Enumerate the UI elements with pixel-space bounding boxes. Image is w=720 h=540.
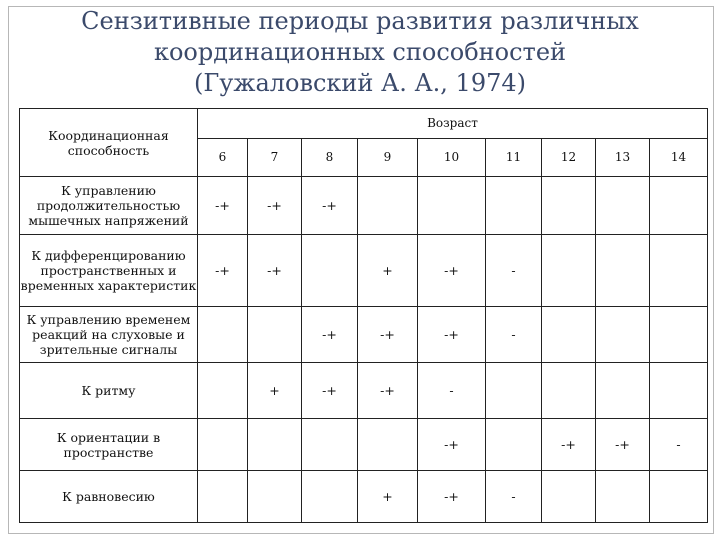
cell-value: - bbox=[650, 419, 708, 471]
table-row bbox=[20, 235, 708, 307]
cell-value: -+ bbox=[596, 419, 650, 471]
age-header-10: 10 bbox=[418, 139, 486, 177]
cell-value bbox=[198, 363, 248, 419]
cell-value: -+ bbox=[198, 177, 248, 235]
cell-value bbox=[650, 363, 708, 419]
row-label: К ориентации в пространстве bbox=[20, 419, 198, 471]
cell-value: -+ bbox=[248, 177, 302, 235]
cell-value bbox=[358, 419, 418, 471]
cell-value: + bbox=[358, 235, 418, 307]
cell-value: -+ bbox=[418, 307, 486, 363]
age-header-9: 9 bbox=[358, 139, 418, 177]
cell-value bbox=[596, 177, 650, 235]
cell-value: -+ bbox=[358, 363, 418, 419]
cell-value bbox=[650, 235, 708, 307]
age-header-13: 13 bbox=[596, 139, 650, 177]
cell-value bbox=[198, 471, 248, 523]
row-label: К управлению временем реакций на слуховые и зрительные сигналы bbox=[20, 307, 198, 363]
cell-value bbox=[650, 471, 708, 523]
cell-value: + bbox=[248, 363, 302, 419]
ability-column-header: Координационная способность bbox=[20, 109, 198, 177]
cell-value bbox=[198, 307, 248, 363]
cell-value bbox=[596, 363, 650, 419]
table-row bbox=[20, 177, 708, 235]
cell-value bbox=[248, 419, 302, 471]
cell-value: -+ bbox=[542, 419, 596, 471]
title-line-1: Сензитивные периоды развития различных bbox=[81, 7, 639, 35]
age-header-12: 12 bbox=[542, 139, 596, 177]
age-header-14: 14 bbox=[650, 139, 708, 177]
cell-value bbox=[358, 177, 418, 235]
cell-value bbox=[248, 307, 302, 363]
cell-value: - bbox=[486, 471, 542, 523]
cell-value bbox=[198, 419, 248, 471]
cell-value bbox=[542, 363, 596, 419]
cell-value: - bbox=[418, 363, 486, 419]
cell-value: -+ bbox=[302, 177, 358, 235]
cell-value: -+ bbox=[358, 307, 418, 363]
cell-value bbox=[596, 235, 650, 307]
row-label: К дифференцированию пространственных и временных характеристик bbox=[20, 235, 198, 307]
table-row bbox=[20, 471, 708, 523]
age-header-11: 11 bbox=[486, 139, 542, 177]
slide-title bbox=[20, 6, 700, 99]
row-label: К равновесию bbox=[20, 471, 198, 523]
title-line-3: (Гужаловский А. А., 1974) bbox=[194, 69, 526, 97]
sensitive-periods-table bbox=[19, 108, 708, 523]
header-row-1 bbox=[20, 109, 708, 139]
cell-value bbox=[542, 177, 596, 235]
cell-value: -+ bbox=[418, 235, 486, 307]
cell-value bbox=[418, 177, 486, 235]
cell-value bbox=[302, 419, 358, 471]
cell-value bbox=[302, 235, 358, 307]
cell-value: -+ bbox=[198, 235, 248, 307]
cell-value bbox=[596, 307, 650, 363]
cell-value: - bbox=[486, 307, 542, 363]
age-header-8: 8 bbox=[302, 139, 358, 177]
cell-value: + bbox=[358, 471, 418, 523]
cell-value: -+ bbox=[302, 307, 358, 363]
cell-value bbox=[596, 471, 650, 523]
cell-value: -+ bbox=[418, 419, 486, 471]
cell-value bbox=[486, 363, 542, 419]
table-row bbox=[20, 307, 708, 363]
table-row bbox=[20, 419, 708, 471]
cell-value bbox=[650, 307, 708, 363]
cell-value bbox=[542, 307, 596, 363]
cell-value bbox=[248, 471, 302, 523]
cell-value bbox=[486, 177, 542, 235]
cell-value: -+ bbox=[418, 471, 486, 523]
cell-value bbox=[650, 177, 708, 235]
cell-value: - bbox=[486, 235, 542, 307]
age-group-header: Возраст bbox=[198, 109, 708, 139]
cell-value bbox=[542, 235, 596, 307]
row-label: К ритму bbox=[20, 363, 198, 419]
age-header-7: 7 bbox=[248, 139, 302, 177]
row-label: К управлению продолжительностью мышечных напряжений bbox=[20, 177, 198, 235]
title-line-2: координационных способностей bbox=[153, 38, 567, 66]
cell-value: -+ bbox=[302, 363, 358, 419]
cell-value bbox=[542, 471, 596, 523]
cell-value bbox=[302, 471, 358, 523]
cell-value: -+ bbox=[248, 235, 302, 307]
age-header-6: 6 bbox=[198, 139, 248, 177]
table-row bbox=[20, 363, 708, 419]
cell-value bbox=[486, 419, 542, 471]
